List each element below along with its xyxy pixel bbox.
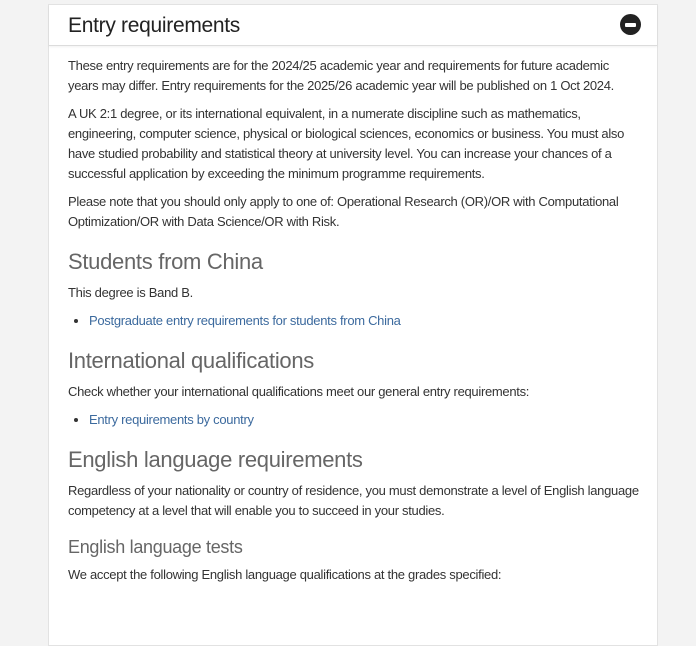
- english-text: Regardless of your nationality or country of residence, you must demonstrate a level of English language competency at a level that will enable you to succeed in your studies.: [68, 483, 639, 518]
- china-text: This degree is Band B.: [68, 285, 193, 300]
- china-heading: Students from China: [68, 249, 263, 274]
- china-links: [68, 311, 640, 331]
- panel-body: [49, 46, 659, 585]
- minus-circle-icon[interactable]: [620, 14, 641, 35]
- international-links: [68, 410, 640, 430]
- english-tests-heading: English language tests: [68, 537, 243, 557]
- intro-paragraph: These entry requirements are for the 2024/25 academic year and requirements for future academic years may differ. Entry requirements for the 2025/26 academic year will be published on 1 Oct 2024.: [68, 58, 614, 93]
- list-item: [89, 410, 640, 430]
- degree-requirement-paragraph: A UK 2:1 degree, or its international equivalent, in a numerate discipline such as mathematics, engineering, computer science, physical or biological sciences, economics or business. You must also have studied probability and statistical theory at university level. You can increase your chances of a successful application by exceeding the minimum programme requirements.: [68, 106, 625, 181]
- apply-note-paragraph: Please note that you should only apply to one of: Operational Research (OR)/OR with Computational Optimization/OR with Data Science/OR with Risk.: [68, 194, 619, 229]
- international-text: Check whether your international qualifications meet our general entry requirements:: [68, 384, 530, 399]
- entry-requirements-panel: [48, 4, 658, 646]
- country-requirements-link[interactable]: Entry requirements by country: [89, 412, 254, 427]
- china-requirements-link[interactable]: Postgraduate entry requirements for students from China: [89, 313, 401, 328]
- panel-header[interactable]: [49, 5, 657, 46]
- panel-title: Entry requirements: [68, 14, 241, 37]
- english-tests-text: We accept the following English language qualifications at the grades specified:: [68, 567, 502, 582]
- english-heading: English language requirements: [68, 447, 363, 472]
- international-heading: International qualifications: [68, 348, 314, 373]
- list-item: [89, 311, 640, 331]
